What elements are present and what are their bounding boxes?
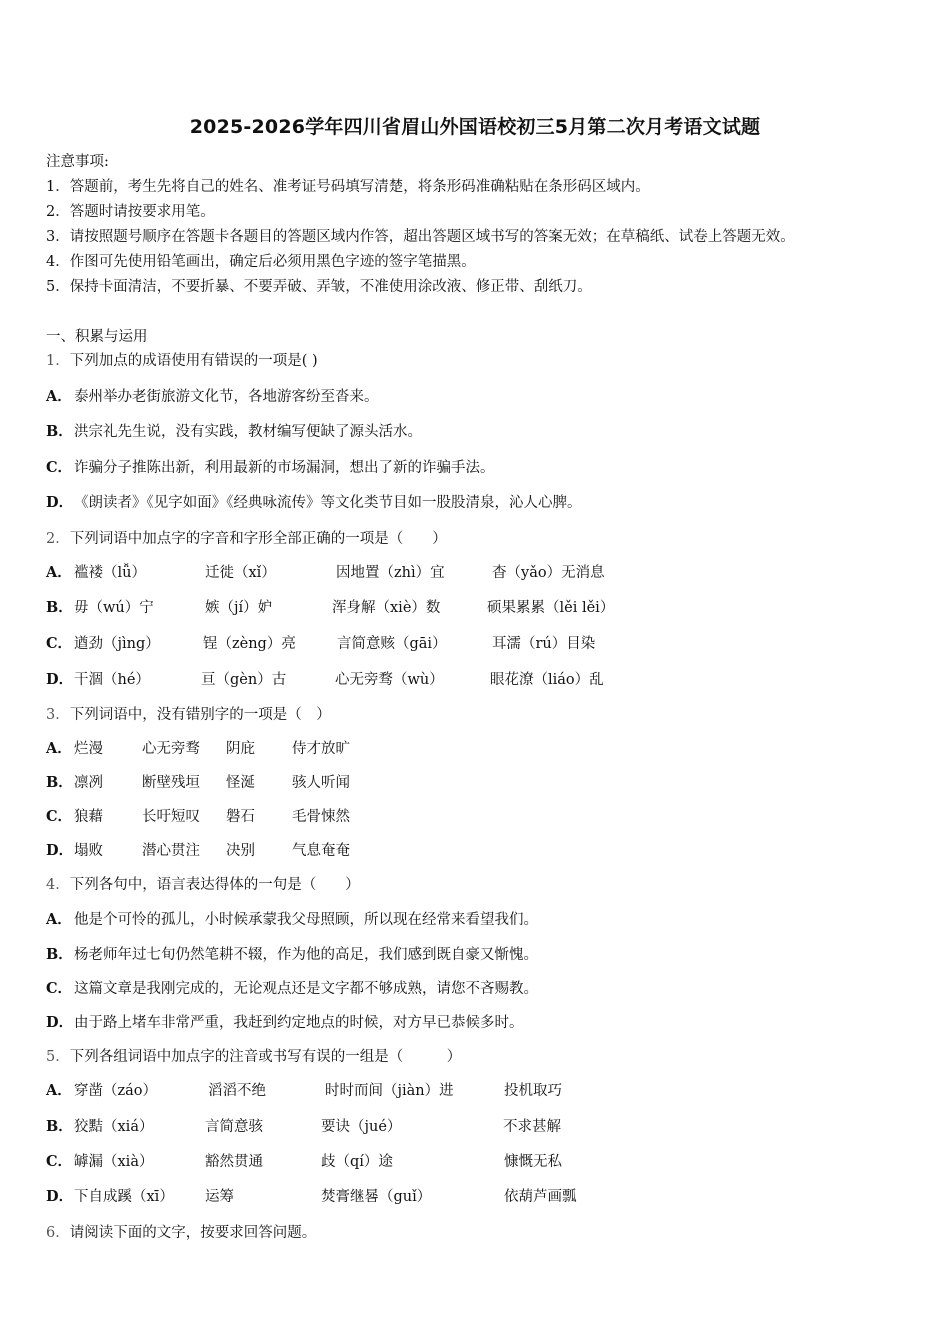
option-cell: 干涸（hé） xyxy=(74,672,150,688)
notice-item: 5．保持卡面清洁，不要折暴、不要弄破、弄皱，不准使用涂改液、修正带、刮纸刀。 xyxy=(46,279,592,295)
question-2 xyxy=(46,529,447,549)
option-cell: 下自成蹊（xī） xyxy=(74,1189,174,1205)
page-title: 2025-2026学年四川省眉山外国语校初三5月第二次月考语文试题 xyxy=(189,116,761,138)
option-letter: C． xyxy=(46,1153,73,1170)
option-text: 由于路上堵车非常严重，我赶到约定地点的时候，对方早已恭候多时。 xyxy=(74,1015,524,1031)
question-stem: 下列各句中，语言表达得体的一句是（ ） xyxy=(69,877,360,893)
question-stem: 请阅读下面的文字，按要求回答问题。 xyxy=(69,1225,317,1241)
q1-option-a xyxy=(46,387,379,407)
option-letter: A． xyxy=(46,564,72,581)
q1-option-b xyxy=(46,422,422,442)
option-cell: 罅漏（xià） xyxy=(74,1154,154,1170)
option-cell: 气息奄奄 xyxy=(292,843,350,859)
option-cell: 杳（yǎo）无消息 xyxy=(492,565,605,581)
option-letter: A． xyxy=(46,388,72,405)
option-cell: 潜心贯注 xyxy=(142,843,200,859)
option-cell: 焚膏继晷（guǐ） xyxy=(321,1189,432,1205)
option-letter: B． xyxy=(46,946,73,963)
question-stem: 下列词语中加点字的字音和字形全部正确的一项是（ ） xyxy=(69,531,447,547)
option-cell: 言简意骇 xyxy=(205,1119,263,1135)
option-cell: 投机取巧 xyxy=(504,1083,562,1099)
option-cell: 毛骨悚然 xyxy=(292,809,350,825)
question-number: 4． xyxy=(46,877,70,893)
section-heading: 一、积累与运用 xyxy=(46,329,148,345)
question-number: 3． xyxy=(46,707,70,723)
option-text: 泰州举办老街旅游文化节，各地游客纷至沓来。 xyxy=(74,389,379,405)
option-cell: 要诀（jué） xyxy=(321,1119,402,1135)
option-cell: 言简意赅（gāi） xyxy=(337,636,447,652)
option-cell: 侍才放旷 xyxy=(292,741,350,757)
question-3 xyxy=(46,705,331,725)
option-letter: D． xyxy=(46,1188,74,1205)
option-cell: 浑身解（xiè）数 xyxy=(332,600,441,616)
option-cell: 遒劲（jìng） xyxy=(74,636,160,652)
option-cell: 慷慨无私 xyxy=(504,1154,562,1170)
notice-item: 4．作图可先使用铅笔画出，确定后必须用黑色字迹的签字笔描黑。 xyxy=(46,254,476,270)
option-cell: 塌败 xyxy=(74,843,103,859)
option-cell: 时时而间（jiàn）进 xyxy=(325,1083,454,1099)
option-letter: D． xyxy=(46,494,74,511)
notice-item: 1．答题前，考生先将自己的姓名、准考证号码填写清楚，将条形码准确粘贴在条形码区域内。 xyxy=(46,179,650,195)
option-cell: 毋（wú）宁 xyxy=(74,600,154,616)
notice-heading: 注意事项: xyxy=(46,154,109,170)
option-letter: C． xyxy=(46,635,73,652)
option-cell: 骇人听闻 xyxy=(292,775,350,791)
question-4 xyxy=(46,875,360,895)
q1-option-c xyxy=(46,458,495,478)
option-cell: 运筹 xyxy=(205,1189,234,1205)
option-letter: A． xyxy=(46,1082,72,1099)
option-text: 《朗读者》《见字如面》《经典咏流传》等文化类节目如一股股清泉，沁人心脾。 xyxy=(74,495,582,511)
option-letter: A． xyxy=(46,740,72,757)
question-number: 6． xyxy=(46,1225,70,1241)
question-number: 2． xyxy=(46,531,70,547)
option-cell: 褴褛（lǚ） xyxy=(74,565,146,581)
notice-item: 3．请按照题号顺序在答题卡各题目的答题区域内作答，超出答题区域书写的答案无效；在草稿纸、试卷上答题无效。 xyxy=(46,229,795,245)
option-cell: 嫉（jí）妒 xyxy=(205,600,273,616)
option-letter: B． xyxy=(46,423,73,440)
option-letter: D． xyxy=(46,1014,74,1031)
option-cell: 眼花潦（liáo）乱 xyxy=(490,672,604,688)
option-cell: 因地置（zhì）宜 xyxy=(336,565,445,581)
option-cell: 歧（qí）途 xyxy=(321,1154,393,1170)
option-text: 洪宗礼先生说，没有实践，教材编写便缺了源头活水。 xyxy=(74,424,422,440)
option-cell: 长吁短叹 xyxy=(142,809,200,825)
option-letter: C． xyxy=(46,459,73,476)
question-6 xyxy=(46,1223,316,1243)
option-cell: 滔滔不绝 xyxy=(208,1083,266,1099)
option-cell: 烂漫 xyxy=(74,741,103,757)
q4-option-d xyxy=(46,1013,524,1033)
option-cell: 锃（zèng）亮 xyxy=(203,636,296,652)
option-letter: C． xyxy=(46,980,73,997)
option-cell: 亘（gèn）古 xyxy=(201,672,287,688)
option-cell: 心无旁骛 xyxy=(142,741,200,757)
option-cell: 磐石 xyxy=(226,809,255,825)
notice-item: 2．答题时请按要求用笔。 xyxy=(46,204,215,220)
option-cell: 心无旁骛（wù） xyxy=(335,672,444,688)
option-cell: 豁然贯通 xyxy=(205,1154,263,1170)
q4-option-c xyxy=(46,979,538,999)
option-text: 诈骗分子推陈出新，利用最新的市场漏洞，想出了新的诈骗手法。 xyxy=(74,460,495,476)
option-text: 他是个可怜的孤儿，小时候承蒙我父母照顾，所以现在经常来看望我们。 xyxy=(74,912,538,928)
option-cell: 迁徙（xǐ） xyxy=(205,565,276,581)
option-cell: 凛冽 xyxy=(74,775,103,791)
question-1 xyxy=(46,351,318,371)
option-letter: B． xyxy=(46,1118,73,1135)
q4-option-a xyxy=(46,910,538,930)
option-letter: A． xyxy=(46,911,72,928)
q1-option-d xyxy=(46,493,582,513)
question-stem: 下列词语中，没有错别字的一项是（ ） xyxy=(69,707,331,723)
option-cell: 硕果累累（lěi lěi） xyxy=(487,600,615,616)
option-cell: 阴庇 xyxy=(226,741,255,757)
option-text: 这篇文章是我刚完成的，无论观点还是文字都不够成熟，请您不吝赐教。 xyxy=(74,981,538,997)
option-cell: 耳濡（rú）目染 xyxy=(492,636,596,652)
option-cell: 依葫芦画瓢 xyxy=(504,1189,577,1205)
option-letter: B． xyxy=(46,599,73,616)
option-cell: 决别 xyxy=(226,843,255,859)
option-cell: 狼藉 xyxy=(74,809,103,825)
question-stem: 下列各组词语中加点字的注音或书写有误的一组是（ ） xyxy=(69,1049,462,1065)
option-text: 杨老师年过七旬仍然笔耕不辍，作为他的高足，我们感到既自豪又惭愧。 xyxy=(74,947,538,963)
option-cell: 断壁残垣 xyxy=(142,775,200,791)
question-number: 1． xyxy=(46,353,70,369)
question-number: 5． xyxy=(46,1049,70,1065)
option-letter: C． xyxy=(46,808,73,825)
question-stem: 下列加点的成语使用有错误的一项是( ) xyxy=(69,353,318,369)
option-cell: 穿凿（záo） xyxy=(74,1083,158,1099)
option-letter: D． xyxy=(46,671,74,688)
q4-option-b xyxy=(46,945,538,965)
option-letter: B． xyxy=(46,774,73,791)
option-letter: D． xyxy=(46,842,74,859)
question-5 xyxy=(46,1047,461,1067)
option-cell: 不求甚解 xyxy=(503,1119,561,1135)
option-cell: 怪涎 xyxy=(226,775,255,791)
option-cell: 狡黠（xiá） xyxy=(74,1119,154,1135)
